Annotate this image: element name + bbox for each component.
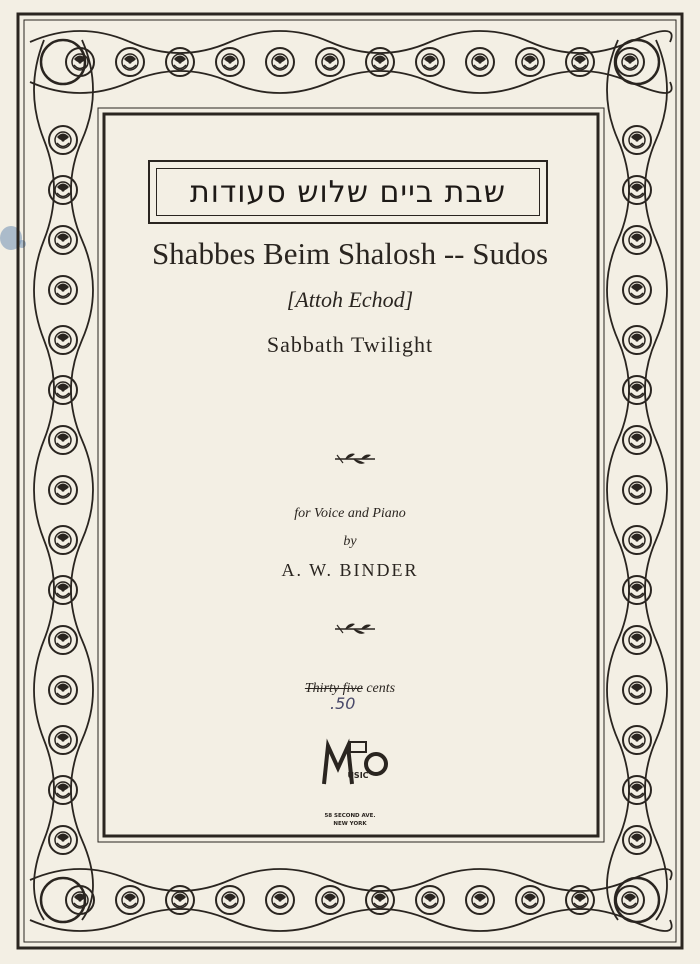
price-unit: cents — [366, 681, 396, 696]
instrumentation: for Voice and Piano — [294, 506, 406, 521]
main-title: Shabbes Beim Shalosh -- Sudos — [151, 236, 549, 271]
price-original: Thirty five — [304, 681, 363, 696]
by-label: by — [343, 534, 357, 549]
hebrew-title-box — [148, 160, 548, 224]
english-title: Sabbath Twilight — [266, 332, 434, 357]
composer-name: A. W. BINDER — [281, 560, 419, 580]
subtitle: [Attoh Echod] — [286, 287, 414, 312]
price-handwritten: .50 — [330, 694, 356, 713]
hebrew-title: שבת ביים שלוש סעודות — [189, 174, 506, 210]
address-line-2: NEW YORK — [333, 821, 367, 827]
leaf-ornament-icon — [333, 620, 377, 638]
address-line-1: 58 SECOND AVE. — [324, 813, 376, 819]
publisher-logo — [320, 738, 390, 788]
hebrew-title-inner-frame — [156, 168, 540, 216]
svg-text:USIC: USIC — [347, 771, 369, 780]
publisher-address — [310, 812, 390, 828]
leaf-ornament-icon — [333, 450, 377, 468]
